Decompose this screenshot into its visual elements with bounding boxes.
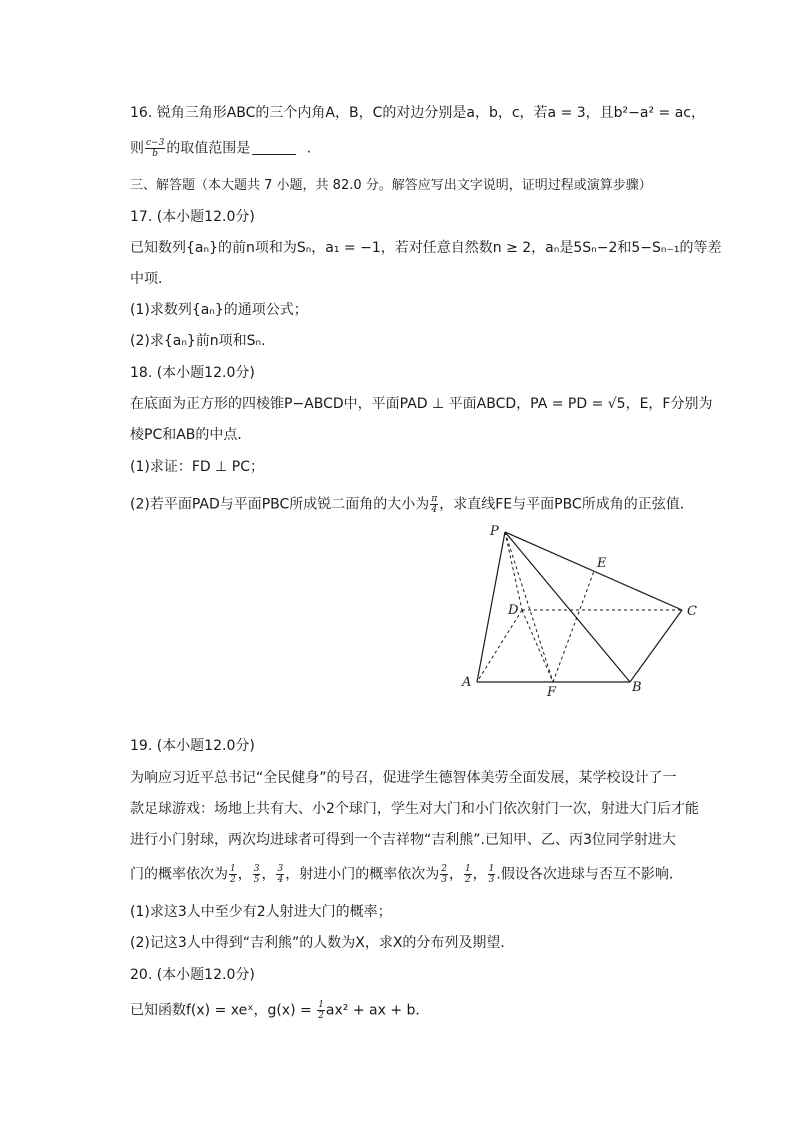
q18-part2	[130, 494, 694, 515]
q17-part1: (1)求数列{aₙ}的通项公式；	[130, 302, 308, 318]
q18-angle-fraction	[430, 494, 438, 515]
frac-num: 1	[488, 864, 495, 874]
q17-header: 17. (本小题12.0分)	[130, 209, 255, 225]
prob-big-3	[276, 864, 284, 885]
q17-part2: (2)求{aₙ}前n项和Sₙ.	[130, 333, 266, 349]
q19-part2: (2)记这3人中得到“吉利熊”的人数为X，求X的分布列及期望．	[130, 935, 515, 951]
label-D: D	[508, 603, 519, 618]
label-F: F	[547, 685, 557, 700]
q18-frac-num: π	[431, 494, 438, 504]
q16-line2-end: .	[302, 140, 312, 157]
q16-frac-den: b	[152, 149, 159, 159]
q19-part1: (1)求这3人中至少有2人射进大门的概率；	[130, 904, 392, 920]
edge-DF	[522, 610, 553, 682]
label-P: P	[490, 524, 499, 539]
prob-small-2	[464, 864, 472, 885]
q19-line4: 门的概率依次为 $\frac{1}{2}$ ， $\frac{3}{5}$ ， $\frac{3}{4}$ ，射进小门的概率依次为 $\frac{2}{3}$ ， $\frac{1}{2}$ ， $\frac{1}{3}$ .假设各次进球与否互不影响．	[130, 864, 683, 885]
q18-part1: (1)求证：FD ⊥ PC；	[130, 459, 264, 475]
q16-frac-num: c−3	[146, 138, 165, 148]
q20-line1	[130, 1000, 429, 1021]
frac-num: 1	[230, 864, 236, 874]
q19-line3: 进行小门射球，两次均进球者可得到一个吉祥物“吉利熊”.已知甲、乙、丙3位同学射进大	[130, 832, 676, 848]
prob-small-1	[440, 864, 448, 885]
q20-frac-num: 1	[318, 1000, 324, 1010]
prob-small-3	[488, 864, 496, 885]
q20-header: 20. (本小题12.0分)	[130, 967, 255, 983]
edge-PD	[505, 532, 522, 610]
q19-line2: 款足球游戏：场地上共有大、小2个球门，学生对大门和小门依次射门一次，射进大门后才能	[130, 801, 699, 817]
prob-big-2	[253, 864, 261, 885]
q18-part2-pre: (2)若平面PAD与平面PBC所成锐二面角的大小为	[130, 496, 430, 513]
frac-den: 3	[488, 875, 495, 885]
prob-big-1	[229, 864, 237, 885]
q19-line4-post: .假设各次进球与否互不影响．	[496, 866, 683, 883]
edge-PC	[505, 532, 682, 610]
q20-fraction	[317, 1000, 325, 1021]
q19-header: 19. (本小题12.0分)	[130, 738, 255, 754]
label-C: C	[687, 604, 697, 619]
q19-line4-pre: 门的概率依次为	[130, 866, 228, 883]
q16-fraction	[145, 138, 165, 159]
section-heading: 三、解答题（本大题共 7 小题，共 82.0 分。解答应写出文字说明，证明过程或演算步骤）	[130, 178, 652, 193]
q18-line1: 在底面为正方形的四棱锥P−ABCD中，平面PAD ⊥ 平面ABCD，PA = PD = √5，E，F分别为	[130, 396, 713, 412]
frac-num: 1	[464, 864, 471, 874]
frac-den: 3	[441, 875, 447, 885]
q16-line2-pre: 则	[130, 140, 144, 157]
q16-line1: 16. 锐角三角形ABC的三个内角A，B，C的对边分别是a，b，c，若a = 3，且b²−a² = ac，	[130, 105, 705, 121]
edge-FE	[553, 571, 594, 682]
q18-frac-den: 4	[431, 505, 438, 515]
frac-num: 3	[253, 864, 260, 874]
frac-num: 3	[277, 864, 284, 874]
q17-line2: 中项．	[130, 271, 172, 287]
q20-frac-den: 2	[318, 1011, 324, 1021]
q16-line2	[130, 138, 311, 159]
frac-den: 4	[277, 875, 284, 885]
edge-PA	[477, 532, 505, 682]
q19-line1: 为响应习近平总书记“全民健身”的号召，促进学生德智体美劳全面发展，某学校设计了一	[130, 770, 677, 786]
label-E: E	[597, 556, 607, 571]
label-A: A	[462, 675, 472, 690]
q18-part2-post: ，求直线FE与平面PBC所成角的正弦值．	[439, 496, 694, 513]
frac-den: 5	[253, 875, 260, 885]
q18-header: 18. (本小题12.0分)	[130, 365, 255, 381]
edge-BC	[630, 610, 682, 682]
q17-line1: 已知数列{aₙ}的前n项和为Sₙ，a₁ = −1，若对任意自然数n ≥ 2，aₙ是5Sₙ−2和5−Sₙ₋₁的等差	[130, 240, 722, 256]
q20-line1-post: ax² + ax + b．	[325, 1002, 430, 1019]
edge-PB	[505, 532, 630, 682]
q19-line4-mid: ，射进小门的概率依次为	[285, 866, 440, 883]
q18-line2: 棱PC和AB的中点．	[130, 427, 252, 443]
q16-line2-post: 的取值范围是	[166, 140, 251, 157]
frac-den: 2	[230, 875, 236, 885]
frac-den: 2	[464, 875, 471, 885]
pyramid-figure	[450, 518, 710, 703]
answer-blank[interactable]	[252, 140, 296, 155]
label-B: B	[632, 680, 642, 695]
q20-line1-pre: 已知函数f(x) = xeˣ，g(x) =	[130, 1002, 317, 1019]
frac-num: 2	[441, 864, 447, 874]
